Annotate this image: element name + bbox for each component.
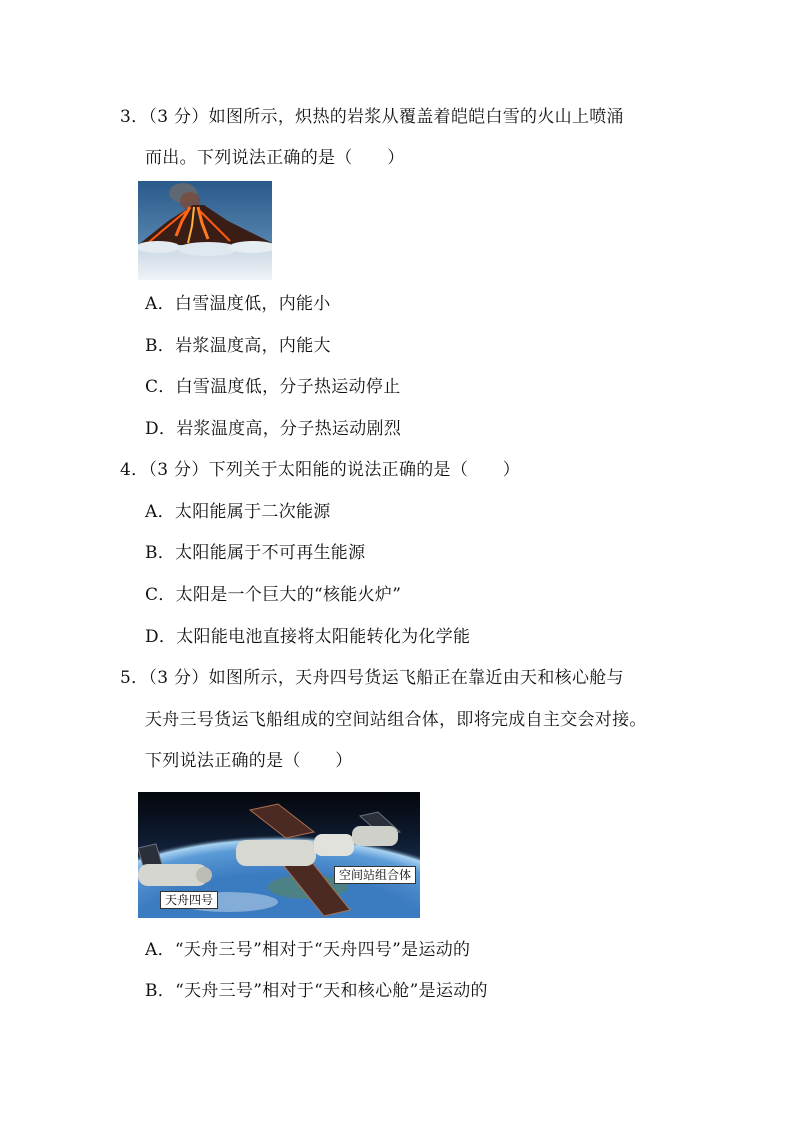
space-station-image bbox=[138, 792, 420, 918]
question-3-option-c: C．白雪温度低，分子热运动停止 bbox=[145, 377, 401, 397]
figure-label-station: 空间站组合体 bbox=[334, 866, 416, 884]
question-5-option-b: B．“天舟三号”相对于“天和核心舱”是运动的 bbox=[145, 981, 488, 1001]
question-5-line-3: 下列说法正确的是（ ） bbox=[145, 751, 353, 771]
question-4-option-c: C．太阳是一个巨大的“核能火炉” bbox=[145, 585, 402, 605]
question-5-line-1: 5．（3 分）如图所示，天舟四号货运飞船正在靠近由天和核心舱与 bbox=[120, 668, 624, 688]
question-3-option-d: D．岩浆温度高，分子热运动剧烈 bbox=[145, 419, 402, 439]
question-4-line-1: 4．（3 分）下列关于太阳能的说法正确的是（ ） bbox=[120, 460, 521, 480]
question-3-option-b: B．岩浆温度高，内能大 bbox=[145, 336, 331, 356]
figure-label-tianzhou-4: 天舟四号 bbox=[160, 891, 218, 909]
question-5-option-a: A．“天舟三号”相对于“天舟四号”是运动的 bbox=[145, 940, 471, 960]
question-3-line-1: 3．（3 分）如图所示，炽热的岩浆从覆盖着皑皑白雪的火山上喷涌 bbox=[120, 107, 624, 127]
question-3-line-2: 而出。下列说法正确的是（ ） bbox=[145, 148, 405, 168]
question-3-option-a: A．白雪温度低，内能小 bbox=[145, 294, 331, 314]
question-4-option-a: A．太阳能属于二次能源 bbox=[145, 502, 331, 522]
volcano-image bbox=[138, 181, 272, 280]
question-4-option-d: D．太阳能电池直接将太阳能转化为化学能 bbox=[145, 627, 471, 647]
question-5-line-2: 天舟三号货运飞船组成的空间站组合体，即将完成自主交会对接。 bbox=[145, 710, 647, 730]
question-4-option-b: B．太阳能属于不可再生能源 bbox=[145, 543, 366, 563]
